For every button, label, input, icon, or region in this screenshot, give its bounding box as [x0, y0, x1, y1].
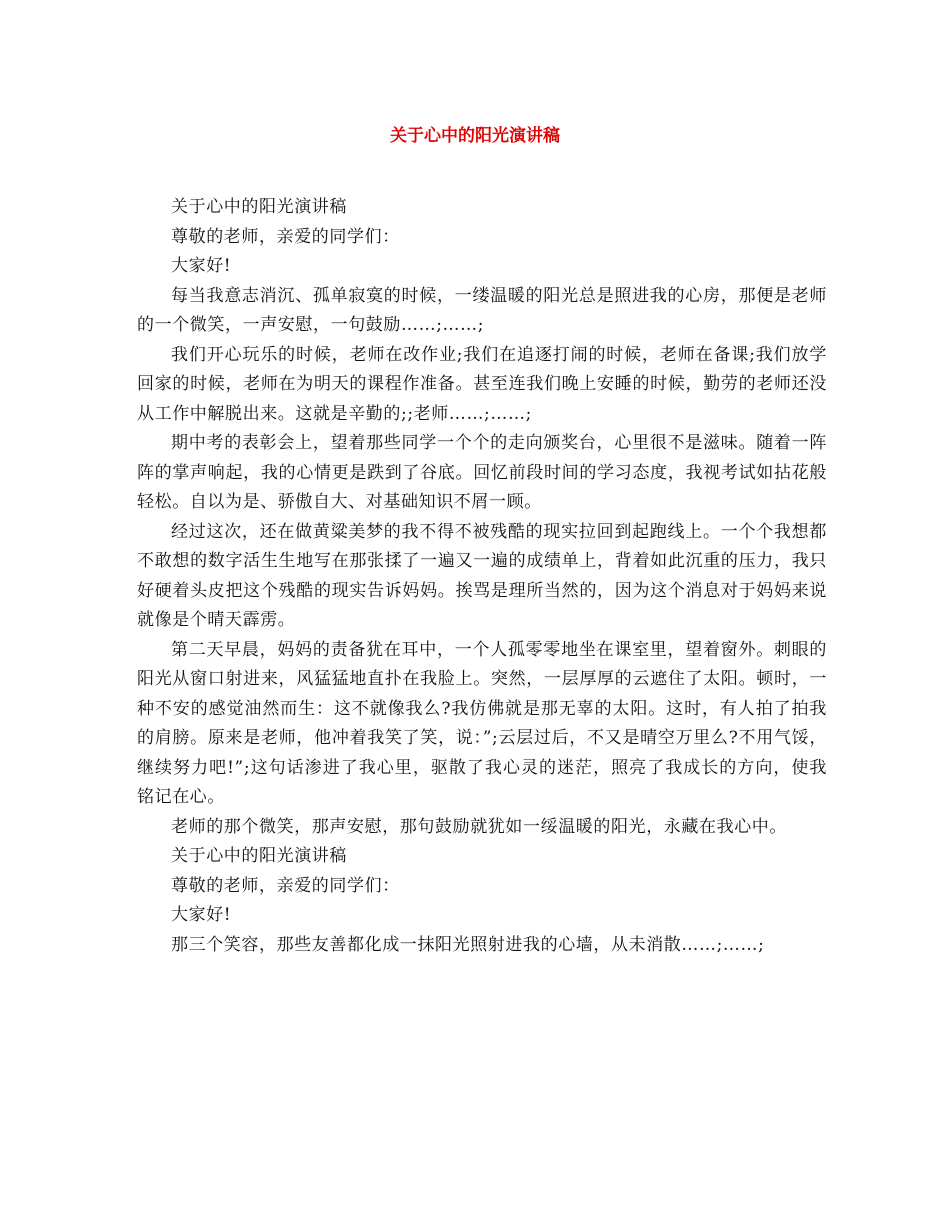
paragraph: 关于心中的阳光演讲稿	[171, 197, 347, 217]
paragraph: 老师的那个微笑，那声安慰，那句鼓励就犹如一绥温暖的阳光，永藏在我心中。	[171, 816, 787, 837]
document-title: 关于心中的阳光演讲稿	[390, 126, 560, 146]
paragraph: 尊敬的老师，亲爱的同学们：	[171, 226, 400, 247]
paragraph: 那三个笑容，那些友善都化成一抹阳光照射进我的心墙，从未消散……;……;	[171, 934, 765, 955]
paragraph: 期中考的表彰会上，望着那些同学一个个的走向颁奖台，心里很不是滋味。随着一阵阵的掌声响起，我的心情更是跌到了谷底。回忆前段时间的学习态度，我视考试如拈花般轻松。自以为是、骄傲自大、对基础知识不屑一顾。	[137, 433, 827, 512]
paragraph: 经过这次，还在做黄粱美梦的我不得不被残酷的现实拉回到起跑线上。一个个我想都不敢想的数字活生生地写在那张揉了一遍又一遍的成绩单上，背着如此沉重的压力，我只好硬着头皮把这个残酷的现实告诉妈妈。挨骂是理所当然的，因为这个消息对于妈妈来说就像是个晴天霹雳。	[137, 521, 827, 630]
document-body	[137, 193, 827, 960]
paragraph: 关于心中的阳光演讲稿	[171, 846, 347, 866]
paragraph: 大家好!	[171, 905, 232, 925]
paragraph: 每当我意志消沉、孤单寂寞的时候，一缕温暖的阳光总是照进我的心房，那便是老师的一个微笑，一声安慰，一句鼓励……;……;	[137, 285, 827, 335]
paragraph: 尊敬的老师，亲爱的同学们：	[171, 875, 400, 896]
paragraph: 大家好!	[171, 256, 232, 276]
paragraph: 第二天早晨，妈妈的责备犹在耳中，一个人孤零零地坐在课室里，望着窗外。刺眼的阳光从窗口射进来，风猛猛地直扑在我脸上。突然，一层厚厚的云遮住了太阳。顿时，一种不安的感觉油然而生：这不就像我么?我仿佛就是那无辜的太阳。这时，有人拍了拍我的肩膀。原来是老师，他冲着我笑了笑，说：”;云层过后，不又是晴空万里么?不用气馁，继续努力吧!”;这句话渗进了我心里，驱散了我心灵的迷茫，照亮了我成长的方向，使我铭记在心。	[137, 639, 827, 807]
paragraph: 我们开心玩乐的时候，老师在改作业;我们在追逐打闹的时候，老师在备课;我们放学回家的时候，老师在为明天的课程作准备。甚至连我们晚上安睡的时候，勤劳的老师还没从工作中解脱出来。这就是辛勤的;;老师……;……;	[137, 344, 827, 424]
